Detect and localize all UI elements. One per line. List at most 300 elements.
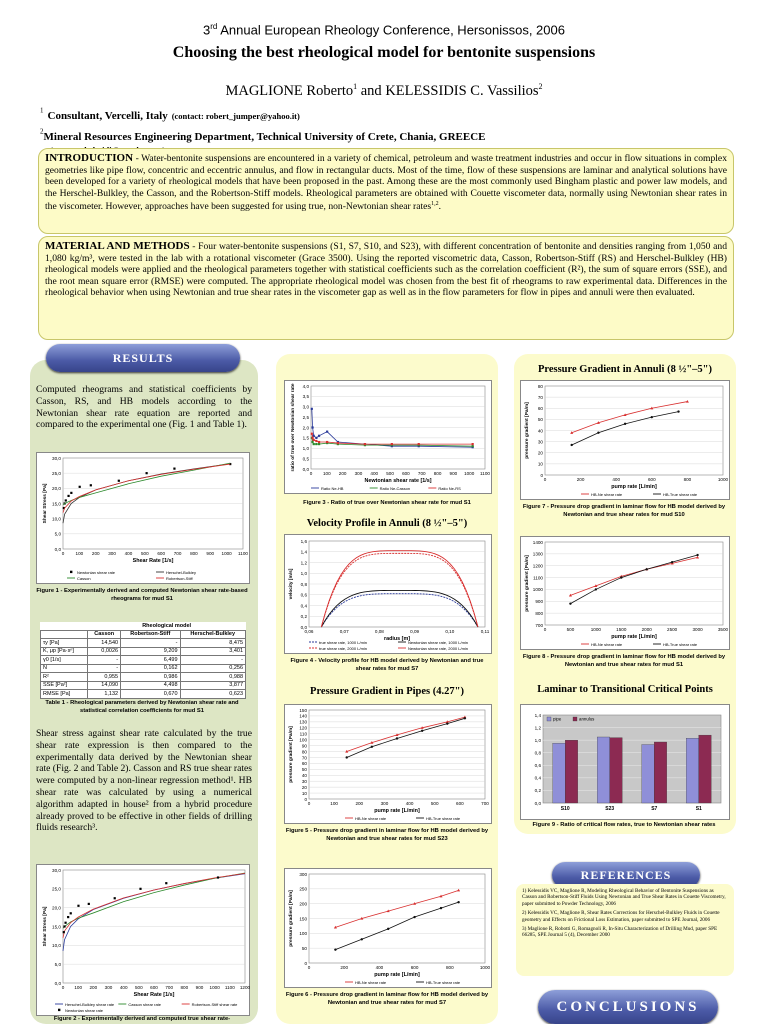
affiliations: $^1$ Consultant, Vercelli, Italy (contact: robert_jumper@yahoo.it) $^2$Mineral Resources Engineering Department, Technical University of Crete, Chania, GREECE — [40, 106, 486, 143]
y-axis-label: pressure gradient [Pa/m] — [289, 890, 294, 947]
x-tick-label: 0,07 — [339, 629, 349, 634]
x-tick-label: 3500 — [717, 627, 729, 632]
data-point — [364, 443, 366, 445]
legend-label: Robertson-Stiff shear rate — [191, 1002, 238, 1007]
y-tick-label: 0 — [304, 960, 307, 966]
y-tick-label: 20,0 — [52, 905, 61, 911]
data-point — [624, 423, 626, 425]
x-tick-label: 1000 — [221, 551, 232, 556]
bar — [565, 740, 577, 803]
y-tick-label: 25,0 — [52, 470, 61, 476]
x-tick-label: 400 — [124, 551, 133, 556]
y-axis-label: velocity [m/s] — [289, 568, 294, 600]
table-1-caption: Table 1 - Rheological parameters derived by Newtonian shear rate and statistical correlation coefficients for mud S1 — [45, 700, 239, 714]
data-point — [311, 408, 313, 410]
y-tick-label: 1100 — [533, 575, 543, 581]
x-tick-label: 0,08 — [374, 629, 384, 634]
references-banner: REFERENCES — [552, 862, 700, 888]
y-tick-label: 0,0 — [300, 624, 307, 630]
plot-area — [545, 542, 723, 625]
x-tick-label: 300 — [108, 551, 116, 556]
bar — [699, 735, 711, 803]
y-tick-label: 70 — [537, 394, 543, 400]
x-tick-label: 0 — [543, 477, 547, 482]
x-tick-label: 200 — [340, 965, 349, 970]
data-point — [318, 441, 320, 443]
data-point — [118, 480, 120, 482]
data-point — [77, 905, 79, 907]
y-tick-label: 0 — [304, 796, 307, 802]
data-point — [315, 440, 317, 442]
y-tick-label: 150 — [299, 707, 307, 713]
legend-label: Newtonian shear rate, 2000 L/min — [408, 646, 469, 651]
y-tick-label: 1,5 — [302, 435, 309, 441]
figure-4 — [284, 534, 492, 654]
data-point — [595, 588, 597, 590]
legend-label: Newtonian shear rate, 1000 L/min — [408, 640, 469, 645]
figure-2-chart — [37, 865, 249, 1015]
data-point — [146, 472, 148, 474]
x-axis-label: pump rate [L/min] — [374, 808, 420, 814]
table-cell: 0,256 — [180, 664, 246, 673]
y-tick-label: 40 — [537, 428, 543, 434]
legend-label: HB-Ne shear rate — [355, 980, 387, 985]
y-tick-label: 140 — [299, 713, 307, 719]
x-tick-label: 1200 — [239, 985, 251, 990]
data-point — [67, 916, 69, 918]
y-tick-label: 130 — [299, 719, 307, 725]
data-point — [326, 431, 328, 433]
table-1-group-header: Rheological model — [142, 622, 192, 629]
table-header-cell — [41, 630, 88, 639]
poster-title: Choosing the best rheological model for bentonite suspensions — [172, 44, 596, 61]
y-tick-label: 1,0 — [302, 446, 309, 452]
data-point — [671, 561, 673, 563]
authors: MAGLIONE Roberto$^1$ and KELESSIDIS C. Vassilios$^2$ — [225, 82, 543, 99]
x-tick-label: 1000 — [464, 471, 475, 476]
figure-5 — [284, 704, 492, 824]
table-cell: 14,090 — [88, 681, 121, 690]
x-tick-label: 400 — [612, 477, 621, 482]
figure-3 — [284, 380, 492, 494]
table-cell: R² — [41, 673, 88, 682]
y-tick-label: 1000 — [532, 587, 543, 593]
x-tick-label: 0 — [61, 551, 65, 556]
legend-label: annulus — [579, 716, 595, 722]
x-tick-label: 600 — [402, 471, 410, 476]
figure-8 — [520, 536, 730, 650]
table-cell: 4,498 — [121, 681, 180, 690]
y-tick-label: 90 — [301, 743, 307, 749]
table-row — [41, 690, 246, 699]
y-tick-label: 1,4 — [300, 549, 307, 555]
y-tick-label: 5,0 — [54, 531, 61, 537]
x-tick-label: 100 — [74, 985, 83, 990]
data-point — [313, 439, 315, 441]
y-tick-label: 70 — [301, 755, 307, 761]
data-point — [346, 756, 348, 758]
figure-2-caption: Figure 2 - Experimentally derived and computed true shear rate- — [53, 1016, 231, 1022]
legend-label: Herschel-Bulkley shear rate — [65, 1002, 115, 1007]
x-tick-label: 0,09 — [410, 629, 420, 634]
x-tick-label: 1100 — [238, 551, 248, 556]
data-point — [457, 901, 459, 903]
y-tick-label: 0,2 — [300, 614, 307, 620]
x-tick-label: 0 — [307, 801, 311, 806]
y-tick-label: 1,2 — [300, 560, 307, 566]
figure-6-chart — [285, 869, 491, 987]
legend-label: Ratio Ne-Casson — [379, 486, 411, 491]
figure-7-caption: Figure 7 - Pressure drop gradient in laminar flow for HB model derived by Newtonian and true shear rates for mud S10 — [522, 504, 726, 518]
data-point — [472, 445, 474, 447]
data-point — [571, 444, 573, 446]
figure-9-chart — [521, 705, 729, 819]
y-tick-label: 100 — [299, 931, 307, 937]
x-tick-label: 200 — [89, 985, 98, 990]
bar — [642, 745, 654, 803]
y-tick-label: 20,0 — [52, 486, 61, 492]
data-point — [313, 443, 315, 445]
x-tick-label: 300 — [104, 985, 113, 990]
y-tick-label: 10,0 — [52, 943, 61, 949]
figure-4-chart — [285, 535, 491, 653]
y-tick-label: 0,4 — [534, 775, 541, 781]
y-tick-label: 80 — [301, 749, 307, 755]
y-tick-label: 3,0 — [302, 404, 309, 410]
y-tick-label: 300 — [299, 871, 307, 877]
legend-swatch — [70, 571, 72, 573]
y-tick-label: 30,0 — [52, 867, 61, 873]
data-point — [315, 443, 317, 445]
legend-label: HB-Ne shear rate — [591, 492, 623, 497]
table-cell: N — [41, 664, 88, 673]
x-tick-label: 100 — [322, 471, 331, 476]
y-tick-label: 0,8 — [300, 581, 307, 587]
data-point — [337, 442, 339, 444]
data-point — [464, 717, 466, 719]
y-tick-label: 20 — [301, 784, 307, 790]
x-tick-label: 300 — [354, 471, 363, 476]
y-axis-label: Shear Stress [Pa] — [43, 906, 48, 947]
table-cell: SSE [Pa²] — [41, 681, 88, 690]
y-axis-label: pressure gradient [Pa/m] — [525, 402, 530, 459]
data-point — [63, 931, 65, 933]
reference-item: 1) Kelessidis VC, Maglione R, Modeling Rheological Behavior of Bentonite Suspensions as Casson and Robertson-Stiff Fluids Using Newtonian and True Shear Rates in Couette Viscometry, paper submitted to Powder Technology, 2006 — [522, 888, 726, 907]
y-tick-label: 0,2 — [534, 788, 541, 794]
figure-5-chart — [285, 705, 491, 823]
reference-item: 3) Maglione R, Robotti G, Romagnoli R, In-Situ Characterization of Drilling Mud, paper SPE 66285, SPE Journal 5 (4), December 2000 — [522, 926, 718, 939]
x-tick-label: 100 — [75, 551, 84, 556]
table-cell: K, μp [Pa·sⁿ] — [41, 647, 88, 656]
legend-label: pipe — [553, 716, 562, 722]
x-tick-label: 900 — [449, 471, 458, 476]
y-tick-label: 1,6 — [300, 538, 307, 544]
table-cell: 0,988 — [180, 673, 246, 682]
results-paragraph-2: Shear stress against shear rate calculated by the true shear rate expression is then compared to the experimentally data derived by the Newtonian shear rate (Fig. 2 and Table 2). Casson and RS true shear rates were computed by a non-linear regression method¹. HB shear rate was calculated by using a numerical algorithm adapted in house² from a hybrid procedure already proved to be effective in other fields of drilling fluids research³. — [36, 728, 252, 834]
x-axis-label: pump rate [L/min] — [374, 972, 420, 978]
data-point — [696, 554, 698, 556]
figure-8-caption: Figure 8 - Pressure drop gradient in laminar flow for HB model derived by Newtonian and true shear rates for mud S1 — [522, 654, 726, 668]
table-cell: 9,209 — [121, 647, 180, 656]
x-tick-label: 3000 — [692, 627, 703, 632]
legend-label: HB-Ne shear rate — [591, 642, 623, 647]
data-point — [64, 922, 66, 924]
table-row — [41, 639, 246, 648]
table-cell: RMSE [Pa] — [41, 690, 88, 699]
table-cell: 0,162 — [121, 664, 180, 673]
x-tick-label: 1000 — [717, 477, 729, 482]
table-cell: 0,0026 — [88, 647, 121, 656]
y-tick-label: 0,5 — [302, 456, 309, 462]
y-tick-label: 50 — [301, 945, 307, 951]
y-tick-label: 200 — [299, 901, 307, 907]
x-tick-label: 500 — [386, 471, 394, 476]
y-tick-label: 40 — [301, 773, 307, 779]
figure-1 — [36, 452, 250, 584]
data-point — [421, 730, 423, 732]
figure-9-title: Laminar to Transitional Critical Points — [537, 684, 713, 695]
data-point — [413, 916, 415, 918]
y-tick-label: 30 — [301, 779, 307, 784]
y-tick-label: 80 — [537, 383, 543, 389]
data-point — [173, 468, 175, 470]
x-tick-label: 200 — [355, 801, 364, 806]
y-tick-label: 60 — [301, 761, 307, 767]
table-cell: γ0 [1/s] — [41, 656, 88, 665]
y-tick-label: 10 — [537, 461, 543, 467]
data-point — [67, 495, 69, 497]
x-tick-label: 800 — [433, 471, 442, 476]
data-point — [326, 441, 328, 443]
x-tick-label: 1500 — [616, 627, 627, 632]
y-tick-label: 0,0 — [534, 800, 541, 806]
x-tick-label: 800 — [445, 965, 454, 970]
y-tick-label: 4,0 — [302, 383, 309, 389]
x-tick-label: 900 — [206, 551, 215, 556]
x-tick-label: 400 — [119, 985, 128, 990]
conclusions-banner: CONCLUSIONS — [538, 990, 718, 1024]
y-tick-label: 25,0 — [52, 886, 61, 892]
table-cell: 0,986 — [121, 673, 180, 682]
data-point — [70, 492, 72, 494]
y-tick-label: 0,6 — [534, 763, 541, 769]
legend-label: HB-True shear rate — [426, 980, 461, 985]
x-tick-label: 500 — [430, 801, 439, 806]
conference-line: 3rd Annual European Rheology Conference, Hersonissos, 2006 — [203, 22, 565, 38]
x-tick-label: 500 — [566, 627, 575, 632]
table-cell: - — [88, 656, 121, 665]
data-point — [334, 948, 336, 950]
category-label: S23 — [605, 806, 615, 812]
y-tick-label: 15,0 — [52, 924, 61, 930]
x-tick-label: 700 — [173, 551, 182, 556]
legend-label: HB-True shear rate — [663, 642, 698, 647]
x-tick-label: 900 — [195, 985, 204, 990]
data-point — [620, 576, 622, 578]
table-cell: 0,670 — [121, 690, 180, 699]
data-point — [79, 486, 81, 488]
figure-8-chart — [521, 537, 729, 649]
x-tick-label: 700 — [417, 471, 426, 476]
figure-5-title: Pressure Gradient in Pipes (4.27") — [310, 686, 464, 697]
data-point — [311, 441, 313, 443]
data-point — [114, 897, 116, 899]
y-tick-label: 1200 — [532, 563, 543, 569]
y-axis-label: Shear Stress [Pa] — [43, 483, 48, 524]
x-axis-label: radius [m] — [383, 636, 411, 642]
data-point — [311, 433, 313, 435]
legend-label: HB-True shear rate — [663, 492, 698, 497]
x-tick-label: 1000 — [209, 985, 220, 990]
table-cell: 14,540 — [88, 639, 121, 648]
x-tick-label: 100 — [330, 801, 338, 806]
data-point — [387, 928, 389, 930]
legend-label: Newtonian shear rate — [77, 570, 116, 575]
y-tick-label: 1,4 — [534, 712, 541, 718]
legend-label: HB-True shear rate — [426, 816, 461, 821]
y-tick-label: 2,5 — [302, 414, 309, 420]
figure-3-caption: Figure 3 - Ratio of true over Newtonian shear rate for mud S1 — [303, 500, 471, 506]
y-tick-label: 700 — [535, 622, 543, 628]
y-tick-label: 110 — [299, 731, 307, 737]
data-point — [315, 437, 317, 439]
y-tick-label: 3,5 — [302, 394, 309, 400]
y-tick-label: 0,0 — [54, 546, 61, 552]
data-point — [311, 437, 313, 439]
x-tick-label: 800 — [190, 551, 198, 556]
data-point — [90, 484, 92, 486]
y-tick-label: 0,0 — [302, 466, 309, 472]
category-label: S7 — [651, 806, 658, 812]
y-tick-label: 0,4 — [300, 603, 307, 609]
y-tick-label: 1,0 — [300, 571, 307, 577]
legend-label: Newtonian shear rate — [65, 1008, 104, 1013]
x-tick-label: 200 — [91, 551, 100, 556]
y-tick-label: 120 — [299, 725, 307, 731]
x-axis-label: pump rate [L/min] — [611, 484, 657, 490]
x-axis-label: Newtonian shear rate [1/s] — [364, 478, 432, 484]
data-point — [440, 907, 442, 909]
bar — [686, 738, 698, 803]
x-tick-label: 800 — [683, 477, 692, 482]
y-tick-label: 1,2 — [534, 725, 541, 731]
legend-swatch — [58, 1009, 60, 1011]
table-cell: 3,877 — [180, 681, 246, 690]
x-axis-label: pump rate [L/min] — [611, 634, 657, 640]
x-axis-label: Shear Rate [1/s] — [133, 992, 175, 998]
data-point — [646, 568, 648, 570]
x-tick-label: 600 — [157, 551, 166, 556]
figure-7-chart — [521, 381, 729, 499]
data-point — [165, 882, 167, 884]
data-point — [217, 876, 219, 878]
x-tick-label: 1100 — [224, 985, 235, 990]
data-point — [361, 938, 363, 940]
bar — [553, 743, 565, 803]
y-tick-label: 0,0 — [54, 980, 61, 986]
x-tick-label: 700 — [165, 985, 174, 990]
y-axis-label: pressure gradient [Pa/m] — [289, 726, 294, 783]
figure-5-caption: Figure 5 - Pressure drop gradient in laminar flow for HB model derived by Newtonian and true shear rates for mud S23 — [285, 828, 489, 842]
data-point — [446, 722, 448, 724]
legend-label: HB-Ne shear rate — [355, 816, 387, 821]
table-header-row — [41, 630, 246, 639]
y-tick-label: 900 — [535, 599, 543, 605]
table-cell: 8,475 — [180, 639, 246, 648]
table-row — [41, 681, 246, 690]
figure-9 — [520, 704, 730, 820]
x-tick-label: 1100 — [480, 471, 490, 476]
y-axis-label: ratio of true over Newtonian shear rate — [291, 383, 296, 472]
figure-3-chart — [285, 381, 491, 493]
x-tick-label: 0 — [307, 965, 311, 970]
table-row — [41, 664, 246, 673]
data-point — [139, 888, 141, 890]
legend-label: Herschel-Bulkley — [166, 570, 197, 575]
x-tick-label: 600 — [410, 965, 419, 970]
legend-label: Ratio Ne-HB — [321, 486, 344, 491]
data-point — [65, 499, 67, 501]
table-cell: τy [Pa] — [41, 639, 88, 648]
x-tick-label: 0 — [543, 627, 547, 632]
table-row — [41, 673, 246, 682]
y-tick-label: 800 — [535, 610, 543, 616]
reference-item: 2) Kelessidis VC, Maglione R, Shear Rates Corrections for Herschel-Bulkley Fluids in Couette geometry and Effects on Frictional Loss Estimation, paper submitted to SPE Journal, 2006 — [522, 910, 720, 923]
legend-swatch — [573, 717, 577, 721]
x-tick-label: 2500 — [667, 627, 678, 632]
table-header-cell: Robertson-Stiff — [121, 630, 180, 639]
table-header-cell: Casson — [88, 630, 121, 639]
plot-area — [309, 710, 485, 799]
y-tick-label: 1400 — [532, 539, 543, 545]
y-tick-label: 10 — [301, 790, 307, 796]
y-tick-label: 30,0 — [52, 455, 61, 461]
data-point — [391, 443, 393, 445]
figure-7 — [520, 380, 730, 500]
data-point — [318, 435, 320, 437]
data-point — [396, 737, 398, 739]
table-cell: - — [88, 664, 121, 673]
legend-swatch — [547, 717, 551, 721]
y-tick-label: 0,8 — [534, 750, 541, 756]
x-tick-label: 0,11 — [480, 629, 490, 634]
x-tick-label: 0 — [309, 471, 313, 476]
table-cell: 0,955 — [88, 673, 121, 682]
y-tick-label: 1,0 — [534, 737, 541, 743]
table-cell: 1,132 — [88, 690, 121, 699]
x-tick-label: 200 — [338, 471, 347, 476]
legend-label: true shear rate, 2000 L/min — [319, 646, 368, 651]
methods-box: MATERIAL AND METHODS - Four water-bentonite suspensions (S1, S7, S10, and S23), with different concentration of bentonite and densities ranging from 1,050 and 1,080 kg/m³, were tested in the lab with a rotational viscometer (Grace 3500). Using the reported viscometric data, Casson, Robertson-Stiff (RS) and Herschel-Bulkley (HB) rheological models were applied and the rheological parameters together with statistical coefficients such as the correlation coefficient (R²), the sum of square errors (SSE), and the root mean square error (RMSE) were computed. The appropriate rheological model was chosen from the best fit of rheograms to raw experimental data. Differences in the rheological behavior when using Newtonian and true shear rates in the viscometer gap as well as in the flow parameters for flow in pipes and annuli were then evaluated. — [38, 236, 734, 340]
x-tick-label: 600 — [150, 985, 158, 990]
figure-9-caption: Figure 9 - Ratio of critical flow rates, true to Newtonian shear rates — [532, 822, 716, 828]
table-header-cell: Herschel-Bulkley — [180, 630, 246, 639]
y-tick-label: 50 — [301, 767, 307, 773]
x-axis-label: Shear Rate [1/s] — [132, 558, 174, 564]
data-point — [472, 443, 474, 445]
x-tick-label: 1000 — [479, 965, 491, 970]
figure-7-title: Pressure Gradient in Annuli (8 ½"–5") — [537, 364, 713, 375]
x-tick-label: 600 — [456, 801, 464, 806]
table-cell: - — [180, 656, 246, 665]
table-cell: 6,499 — [121, 656, 180, 665]
data-point — [418, 443, 420, 445]
data-point — [313, 435, 315, 437]
results-paragraph-1: Computed rheograms and statistical coefficients by Casson, RS, and HB models according to the Newtonian shear rate equation are reported and compared to the experimental one (Fig. 1 and Table 1). — [36, 384, 252, 431]
legend-label: Casson shear rate — [128, 1002, 162, 1007]
legend-label: Casson — [77, 576, 91, 581]
data-point — [677, 410, 679, 412]
